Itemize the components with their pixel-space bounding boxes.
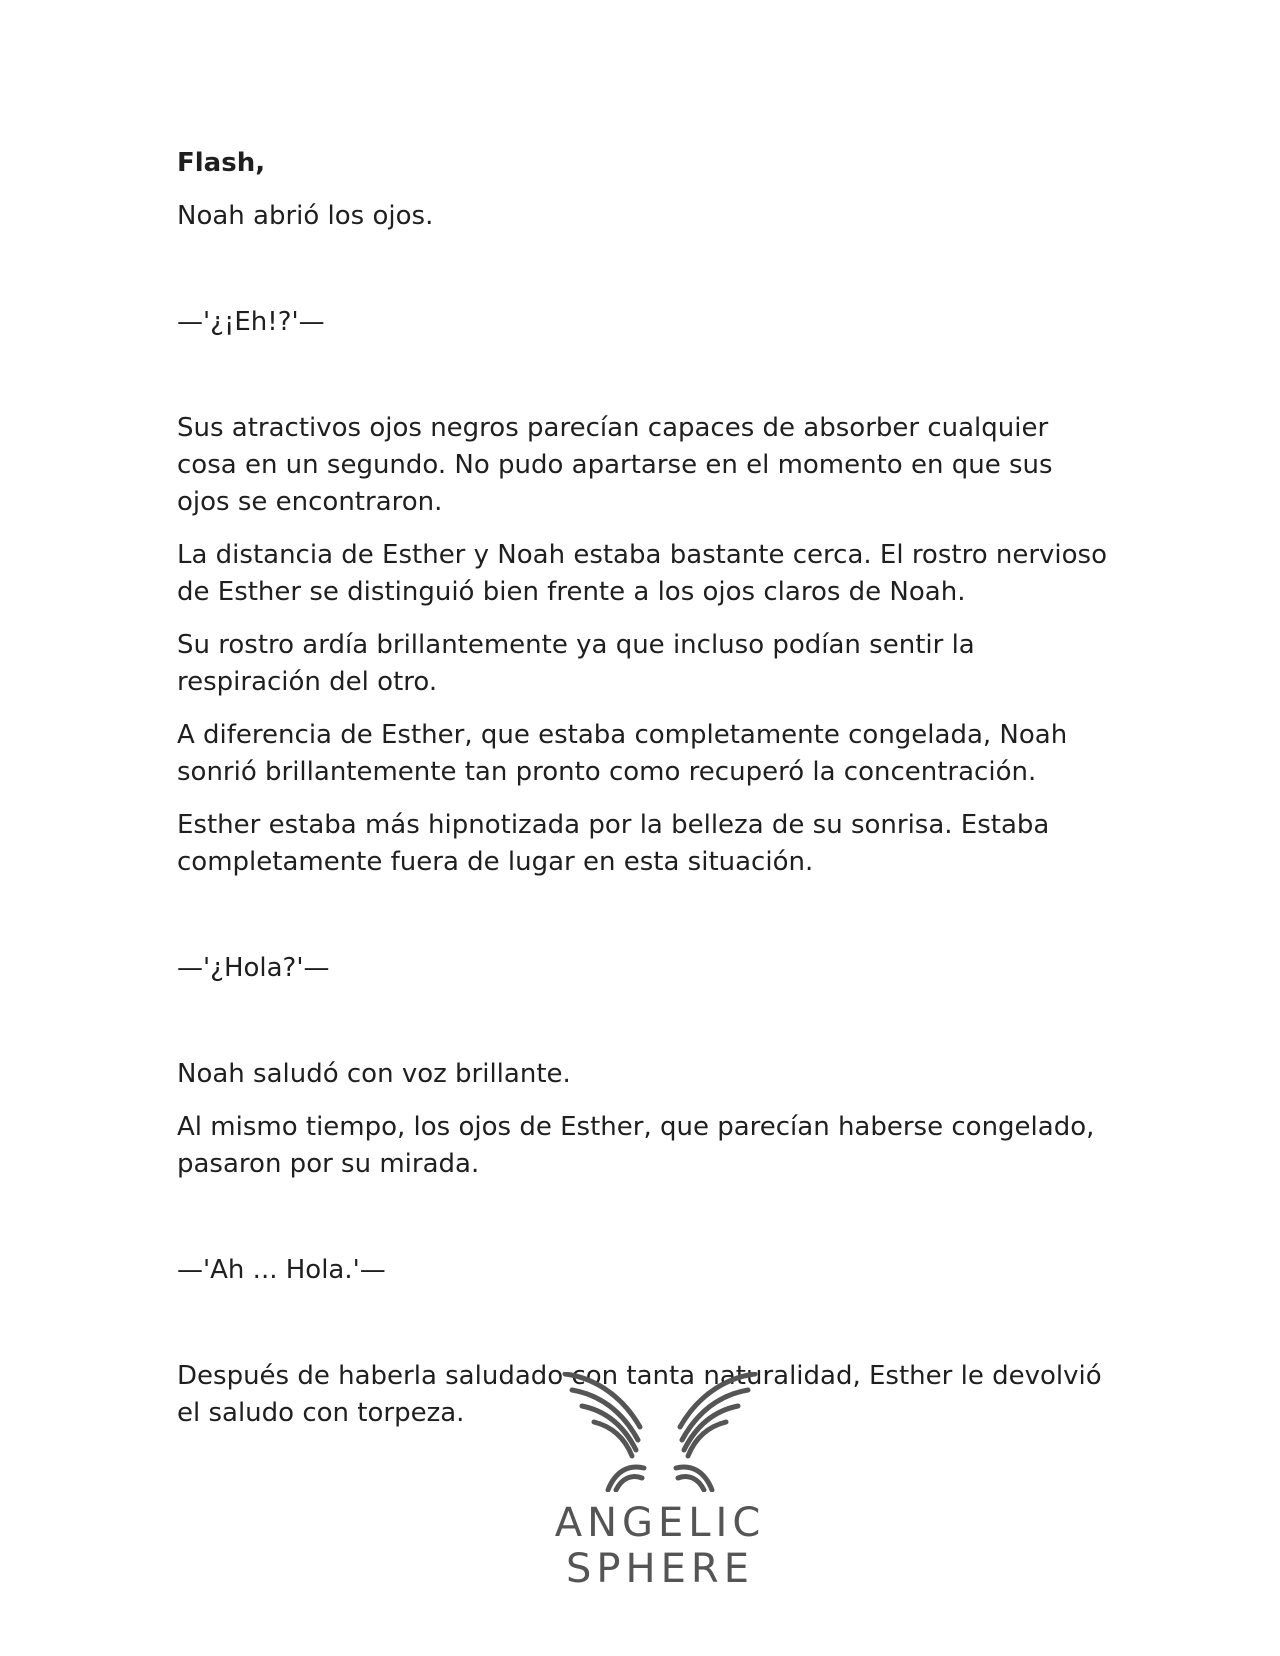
paragraph: La distancia de Esther y Noah estaba bastante cerca. El rostro nervioso de Esther se distinguió bien frente a los ojos claros de Noah. [177,540,1108,607]
section-heading: Flash, [177,148,266,178]
paragraph: Al mismo tiempo, los ojos de Esther, que parecían haberse congelado, pasaron por su mirada. [177,1112,1095,1179]
paragraph: Noah saludó con voz brillante. [177,1059,571,1089]
paragraph: Su rostro ardía brillantemente ya que incluso podían sentir la respiración del otro. [177,630,975,697]
paragraph: Sus atractivos ojos negros parecían capaces de absorber cualquier cosa en un segundo. No pudo apartarse en el momento en que sus ojos se encontraron. [177,413,1053,517]
dialogue-line: —'¿¡Eh!?'— [177,307,325,337]
dialogue-line: —'Ah ... Hola.'— [177,1255,386,1285]
watermark-text: ANGELIC SPHERE [554,1500,766,1592]
paragraph: Después de haberla saludado con tanta naturalidad, Esther le devolvió el saludo con torpeza. [177,1361,1102,1428]
document-page [177,145,1107,1448]
paragraph: A diferencia de Esther, que estaba completamente congelada, Noah sonrió brillantemente tan pronto como recuperó la concentración. [177,720,1068,787]
paragraph: Esther estaba más hipnotizada por la belleza de su sonrisa. Estaba completamente fuera de lugar en esta situación. [177,810,1050,877]
dialogue-line: —'¿Hola?'— [177,953,330,983]
paragraph: Noah abrió los ojos. [177,201,434,231]
